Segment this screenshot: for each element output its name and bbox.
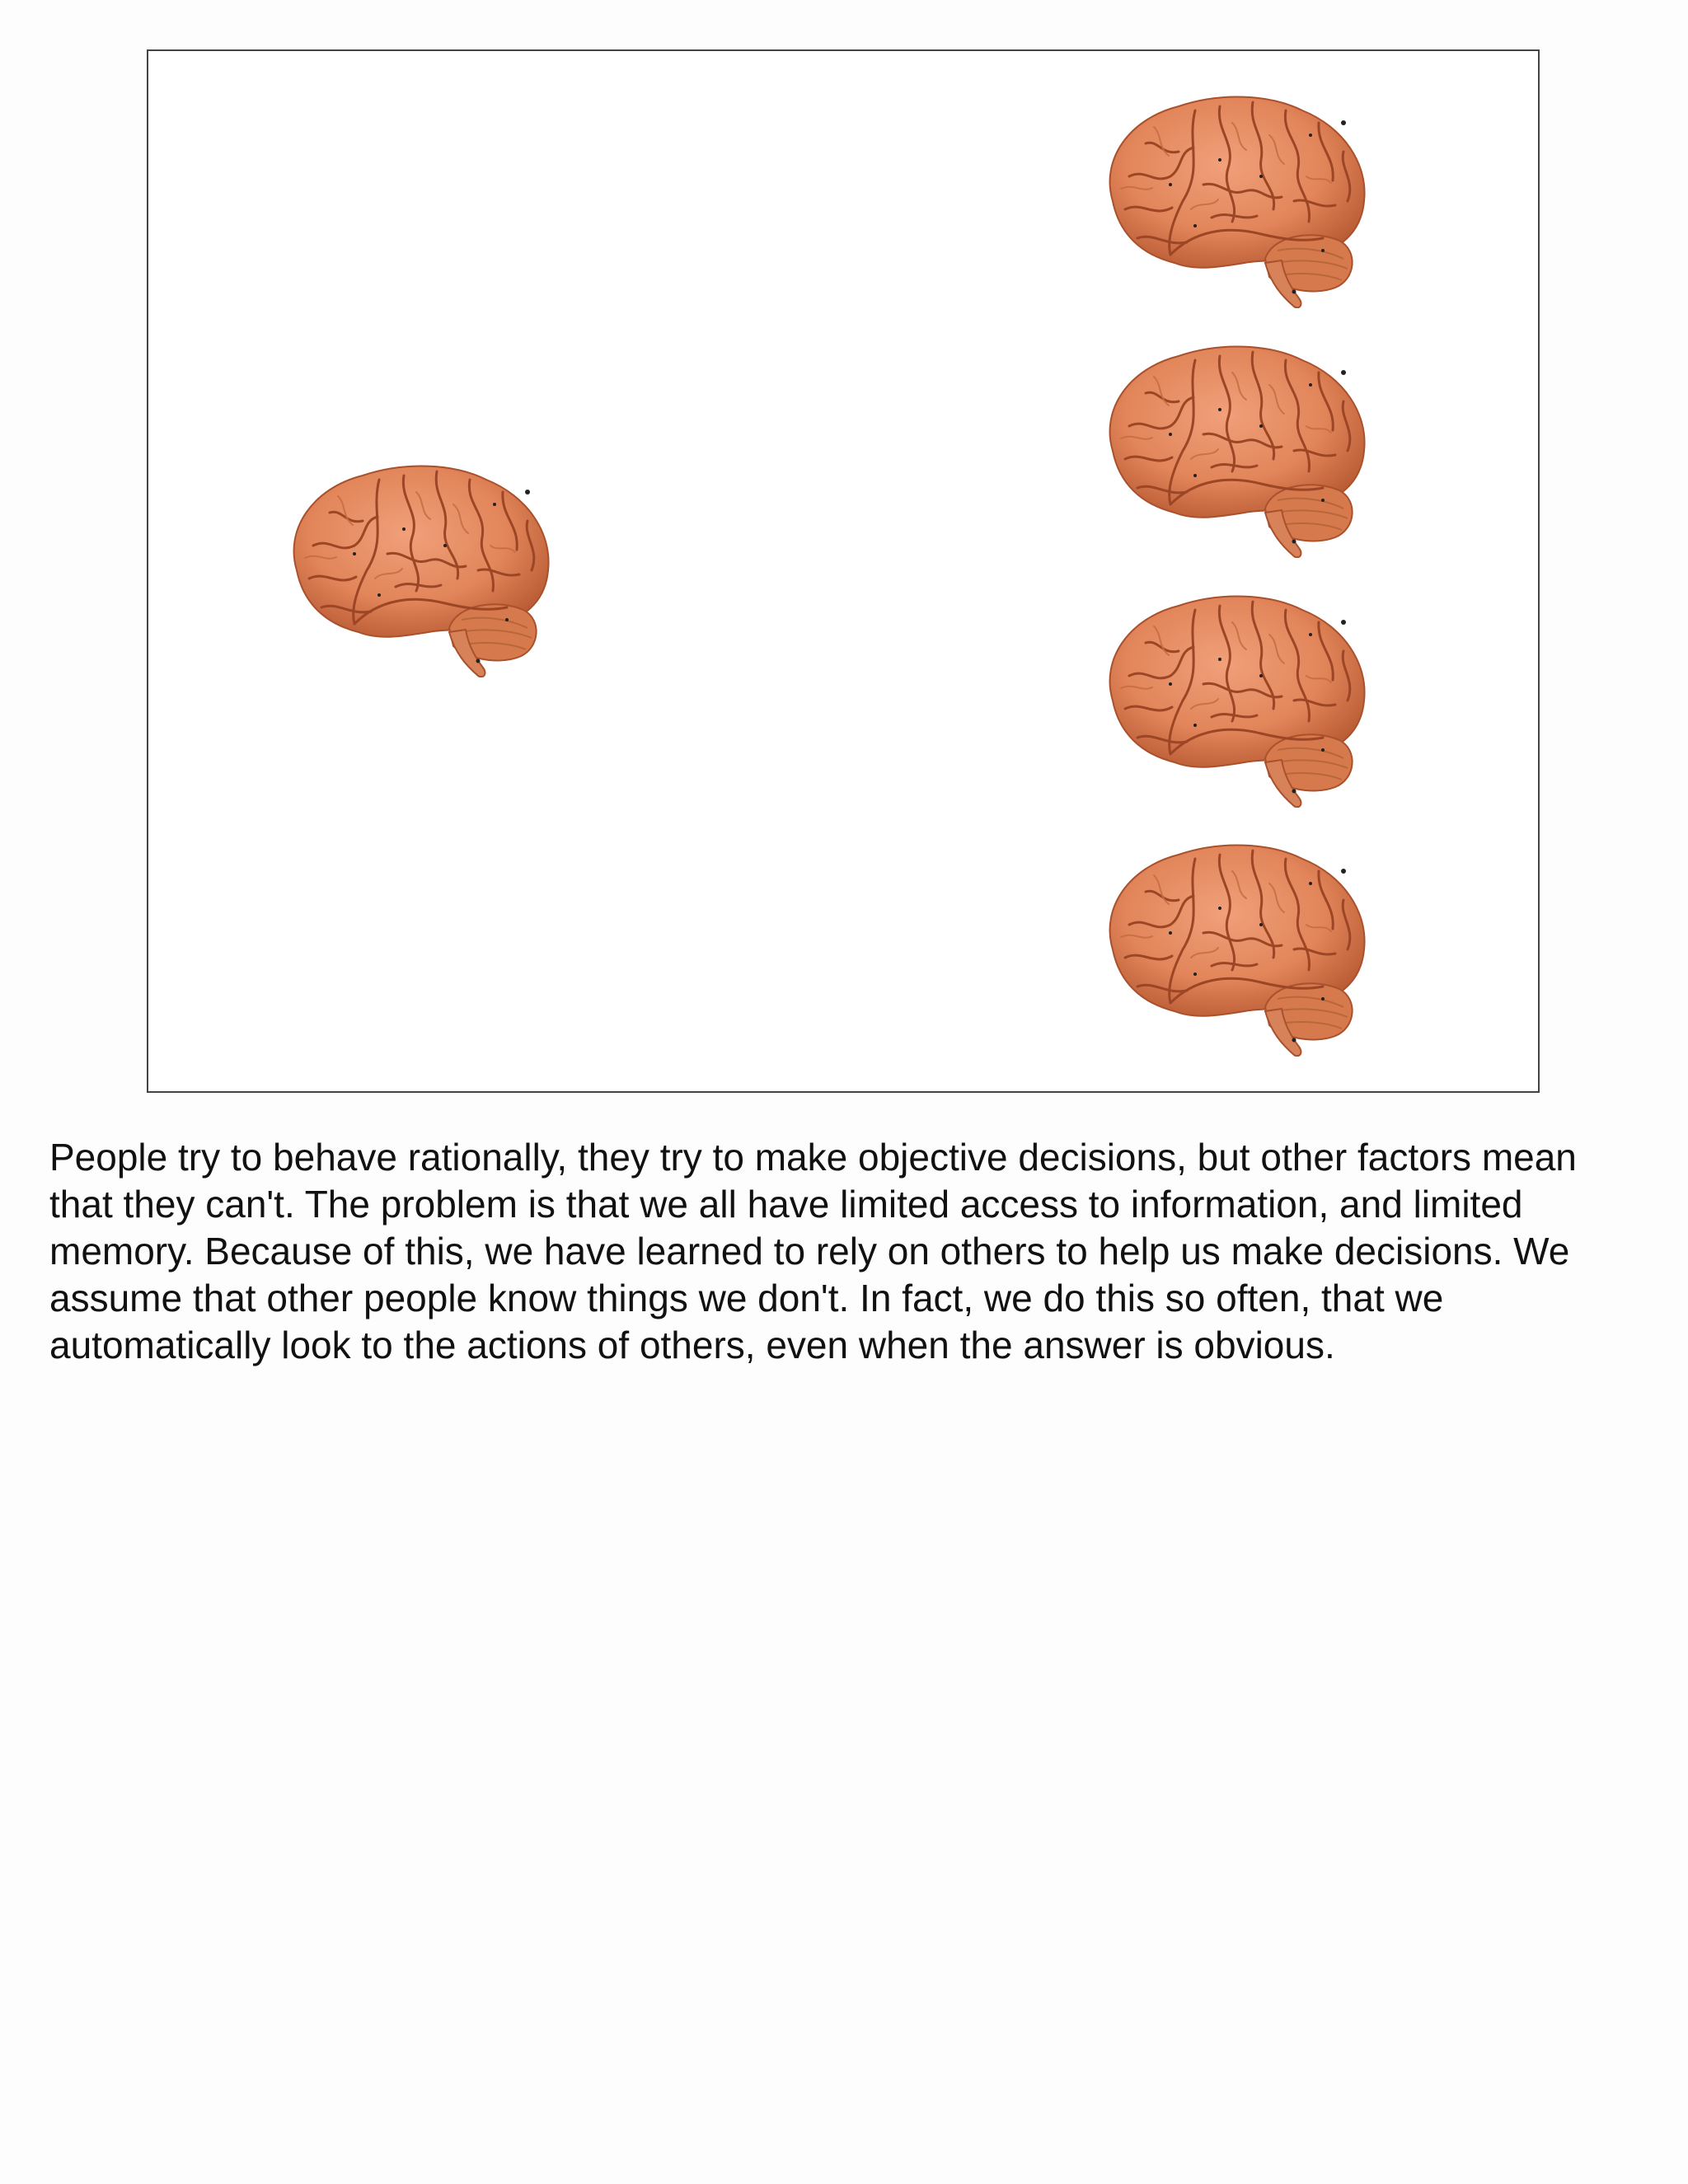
brain-right-3-image — [1096, 585, 1376, 808]
speaker-notes-text: People try to behave rationally, they try to make objective decisions, but other factors mean that they can't. The problem is that we all have limited access to information, and limited memory. Because of this, we have learned to rely on others to help us make decisions. We assume that other people know things we don't. In fact, we do this so often, that we automatically look to the actions of others, even when the answer is obvious. — [49, 1136, 1577, 1366]
brain-right-1-image — [1096, 86, 1376, 308]
brain-right-2-image — [1096, 335, 1376, 558]
brain-left-image — [280, 455, 560, 677]
brain-right-4-image — [1096, 834, 1376, 1057]
slide-frame — [147, 49, 1540, 1093]
